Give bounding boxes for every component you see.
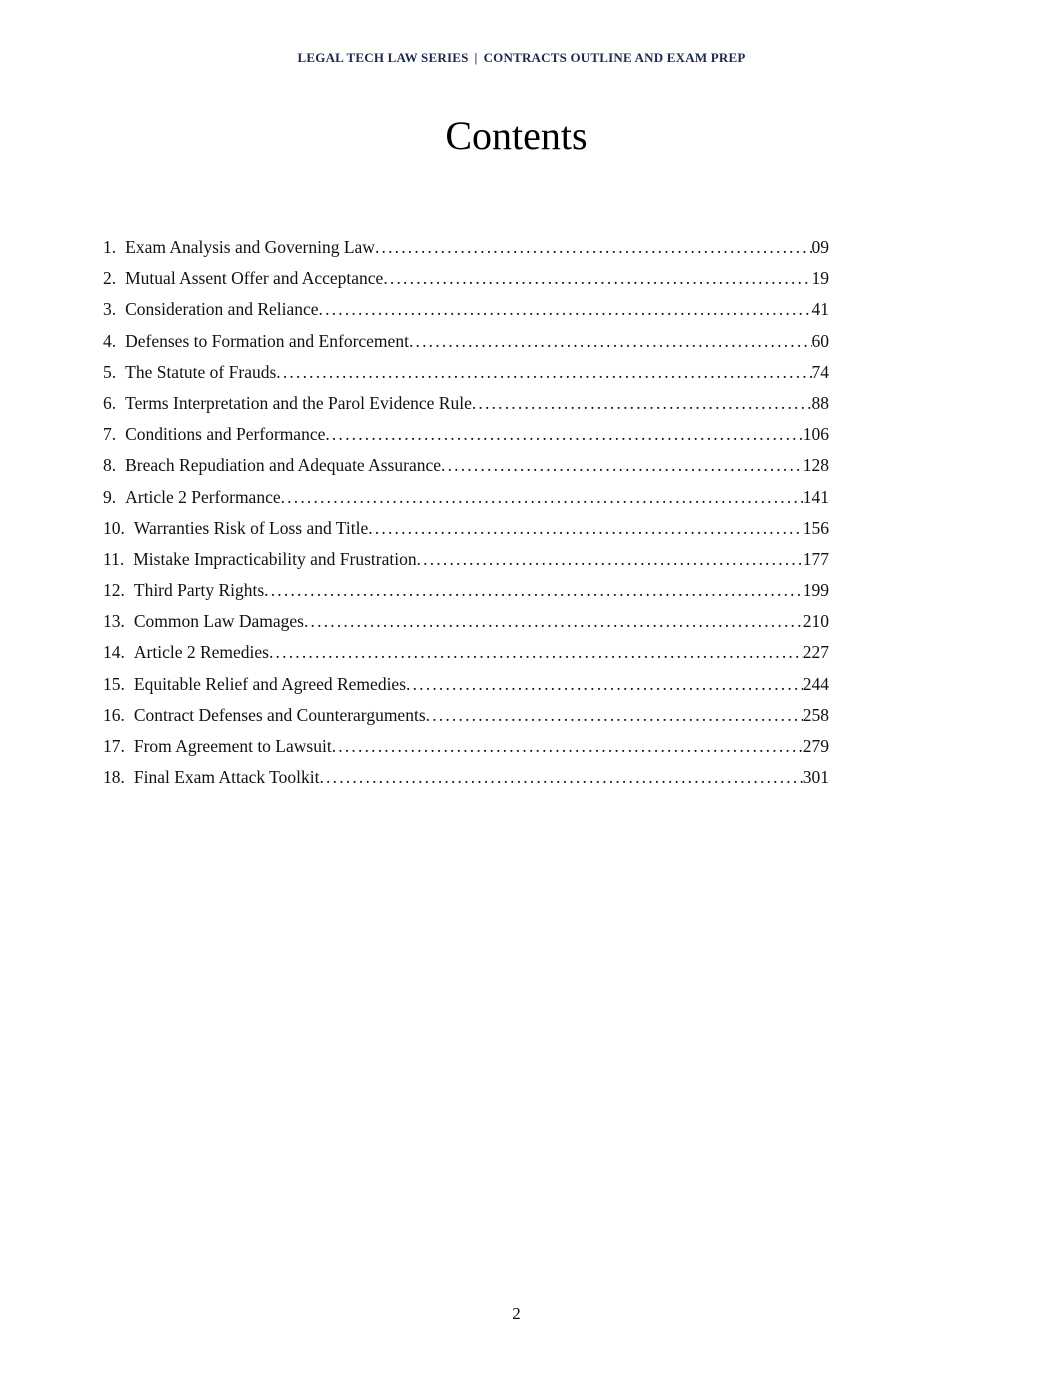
toc-entry-number: 8. <box>103 455 117 476</box>
toc-entry-number: 12. <box>103 580 125 601</box>
toc-entry-title: Warranties Risk of Loss and Title <box>133 517 369 538</box>
header-subtitle: CONTRACTS OUTLINE AND EXAM PREP <box>483 50 746 65</box>
toc-entry-title: Equitable Relief and Agreed Remedies <box>133 673 407 694</box>
toc-entry[interactable] <box>103 545 829 576</box>
toc-dot-leader <box>281 483 803 511</box>
toc-entry-title: Defenses to Formation and Enforcement <box>125 330 409 351</box>
toc-entry[interactable] <box>103 638 829 669</box>
toc-entry[interactable] <box>103 701 829 732</box>
toc-dot-leader <box>409 327 812 355</box>
toc-entry-number: 6. <box>103 392 117 413</box>
toc-entry[interactable] <box>103 483 829 514</box>
toc-dot-leader <box>332 732 803 760</box>
toc-dot-leader <box>426 701 803 729</box>
toc-dot-leader <box>368 514 803 542</box>
toc-entry-page: 41 <box>811 299 829 320</box>
toc-entry-page: 210 <box>802 611 829 632</box>
toc-entry[interactable] <box>103 607 829 638</box>
toc-entry-title: From Agreement to Lawsuit <box>133 736 332 756</box>
running-header <box>0 50 1043 66</box>
toc-entry[interactable] <box>103 732 829 763</box>
toc-entry-number: 15. <box>103 673 125 694</box>
toc-dot-leader <box>441 451 803 479</box>
toc-entry-title: Contract Defenses and Counterarguments <box>133 704 426 725</box>
toc-entry[interactable] <box>103 233 829 264</box>
toc-entry[interactable] <box>103 514 829 545</box>
toc-entry-page: 60 <box>811 330 829 351</box>
toc-entry-page: 199 <box>802 580 829 601</box>
toc-entry[interactable] <box>103 451 829 482</box>
toc-entry-page: 177 <box>802 548 829 569</box>
toc-entry-number: 14. <box>103 642 125 663</box>
toc-entry-page: 88 <box>811 392 829 413</box>
header-series: LEGAL TECH LAW SERIES <box>297 50 469 65</box>
toc-entry[interactable] <box>103 763 829 794</box>
toc-entry-title: Breach Repudiation and Adequate Assurance <box>125 455 441 476</box>
toc-entry-page: 128 <box>802 455 829 476</box>
toc-entry-page: 74 <box>811 361 829 382</box>
toc-entry-title: Article 2 Performance <box>125 486 281 507</box>
toc-entry-number: 3. <box>103 299 117 320</box>
toc-dot-leader <box>472 389 812 417</box>
toc-dot-leader <box>319 763 802 791</box>
toc-entry-number: 1. <box>103 237 117 257</box>
toc-dot-leader <box>304 607 803 635</box>
toc-entry-number: 17. <box>103 736 125 756</box>
toc-entry[interactable] <box>103 295 829 326</box>
toc-entry-page: 156 <box>802 517 829 538</box>
toc-dot-leader <box>406 670 803 698</box>
toc-dot-leader <box>325 420 802 448</box>
toc-entry-number: 16. <box>103 704 125 725</box>
toc-entry-number: 5. <box>103 361 117 382</box>
toc-dot-leader <box>417 545 803 573</box>
toc-entry[interactable] <box>103 264 829 295</box>
toc-entry-page: 244 <box>802 673 829 694</box>
toc-dot-leader <box>264 576 803 604</box>
toc-entry-title: Mutual Assent Offer and Acceptance <box>125 268 384 289</box>
toc-dot-leader <box>276 358 811 386</box>
toc-entry-page: 141 <box>802 486 829 507</box>
toc-entry-page: 106 <box>802 424 829 445</box>
toc-entry[interactable] <box>103 389 829 420</box>
toc-dot-leader <box>269 638 803 666</box>
toc-entry-number: 4. <box>103 330 117 351</box>
toc-entry-title: Conditions and Performance <box>125 424 326 445</box>
toc-entry-number: 18. <box>103 767 125 788</box>
toc-entry[interactable] <box>103 576 829 607</box>
toc-dot-leader <box>375 233 812 261</box>
table-of-contents <box>103 233 829 794</box>
toc-entry[interactable] <box>103 420 829 451</box>
toc-dot-leader <box>319 295 812 323</box>
toc-entry[interactable] <box>103 327 829 358</box>
page-number: 2 <box>512 1304 521 1323</box>
toc-entry-title: Article 2 Remedies <box>133 642 269 663</box>
toc-entry-page: 19 <box>811 268 829 289</box>
toc-entry-title: Exam Analysis and Governing Law <box>125 237 375 257</box>
page-title: Contents <box>445 113 588 158</box>
header-separator: | <box>474 50 478 65</box>
toc-entry-title: Common Law Damages <box>133 611 304 632</box>
toc-entry-page: 301 <box>802 767 829 788</box>
toc-entry-number: 7. <box>103 424 117 445</box>
toc-dot-leader <box>383 264 811 292</box>
toc-entry-number: 2. <box>103 268 117 289</box>
toc-entry-title: Final Exam Attack Toolkit <box>133 767 320 788</box>
toc-entry-number: 11. <box>103 548 125 569</box>
toc-entry-title: Third Party Rights <box>133 580 265 601</box>
toc-entry[interactable] <box>103 670 829 701</box>
toc-entry-number: 10. <box>103 517 125 538</box>
toc-entry-page: 279 <box>802 736 829 756</box>
toc-entry-title: Consideration and Reliance <box>125 299 319 320</box>
toc-entry-page: 258 <box>802 704 829 725</box>
toc-entry-title: The Statute of Frauds <box>125 361 277 382</box>
toc-entry-title: Terms Interpretation and the Parol Evidence Rule <box>125 392 472 413</box>
toc-entry-number: 9. <box>103 486 117 507</box>
toc-entry-page: 09 <box>811 237 829 257</box>
toc-entry-title: Mistake Impracticability and Frustration <box>133 548 417 569</box>
toc-entry-number: 13. <box>103 611 125 632</box>
toc-entry-page: 227 <box>802 642 829 663</box>
toc-entry[interactable] <box>103 358 829 389</box>
